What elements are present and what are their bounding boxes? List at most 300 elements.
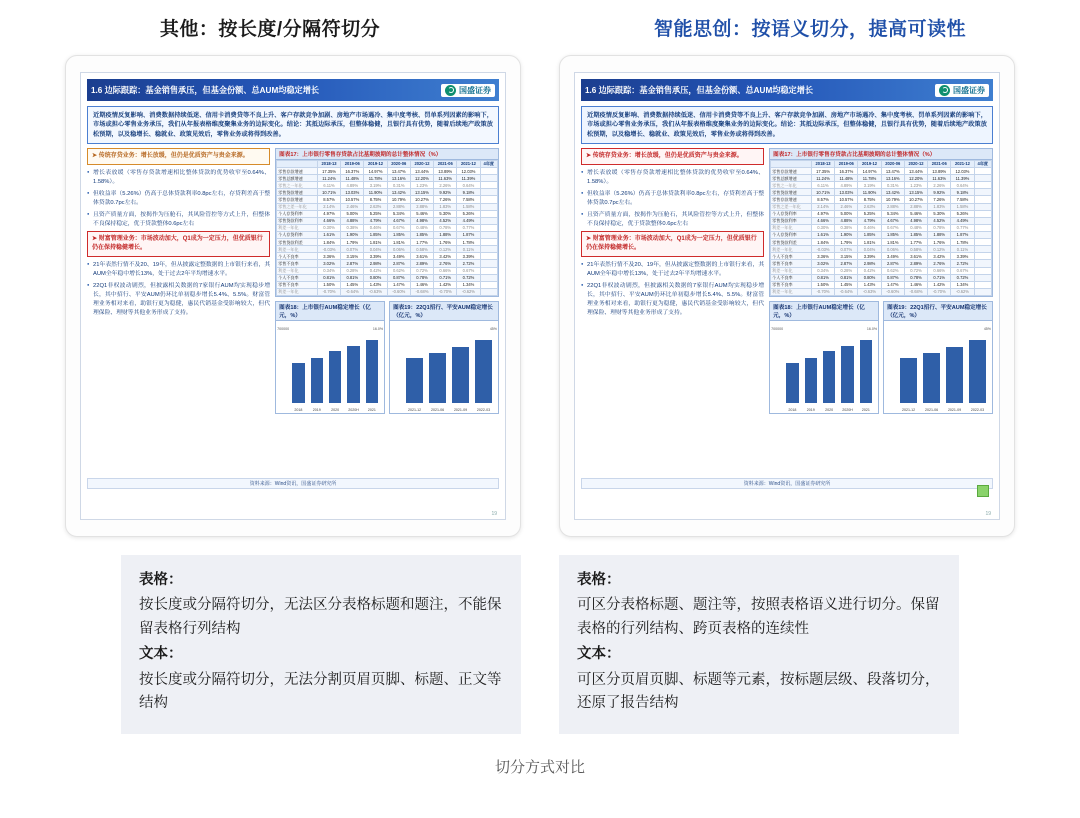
source-note: 资料来源：Wind资讯，国盛证券研究所: [87, 478, 499, 489]
axis-tick-label: 2021-06: [924, 407, 939, 412]
table-cell: 0.07%: [835, 246, 858, 253]
table-cell: 9.92%: [928, 189, 951, 196]
table-cell: 6.11%: [317, 182, 340, 189]
row-label: 零售不良率: [277, 281, 318, 288]
table-cell: 2.89%: [904, 260, 927, 267]
table-cell: [480, 210, 497, 217]
table-cell: 0.72%: [951, 274, 974, 281]
row-label: 个人存贷利率: [771, 231, 812, 238]
table-cell: [480, 253, 497, 260]
axis-tick-label: 2021-09: [947, 407, 962, 412]
table-cell: 1.84%: [811, 239, 834, 246]
table-cell: 1.85%: [410, 231, 433, 238]
table-cell: 4.98%: [410, 217, 433, 224]
table-cell: 11.63%: [434, 175, 457, 182]
table-cell: 11.63%: [928, 175, 951, 182]
list-item: ● 21年表然行情不及20、19年，但从披露定整数据的上市银行来看，其AUM全年稳中增长13%，处于过去2年平均增速水平。: [87, 261, 270, 279]
table-cell: 0.66%: [434, 267, 457, 274]
table-row: [277, 203, 498, 210]
table-cell: 2.88%: [881, 203, 904, 210]
table-cell: 3.39%: [858, 253, 881, 260]
figure-19: [883, 301, 993, 414]
table-row: [277, 210, 498, 217]
table-cell: 0.62%: [387, 267, 410, 274]
chart-bar: [786, 363, 798, 403]
table-cell: 7.26%: [434, 196, 457, 203]
table-cell: 2.63%: [858, 203, 881, 210]
table-cell: [480, 239, 497, 246]
table-cell: 13.15%: [904, 189, 927, 196]
table-cell: [974, 189, 991, 196]
figure-18-caption: 图表18：上市银行AUM稳定增长（亿元，%）: [276, 302, 384, 321]
table-cell: [974, 217, 991, 224]
table-cell: 1.77%: [410, 239, 433, 246]
table-cell: 3.61%: [904, 253, 927, 260]
table-cell: -0.68%: [904, 288, 927, 295]
right-text-text: 可区分页眉页脚、标题等元素，按标题层级、段落切分，还原了报告结构: [577, 671, 940, 712]
table-cell: 2.98%: [858, 260, 881, 267]
table-cell: 0.28%: [835, 267, 858, 274]
figure-18-ylabel: 700000: [771, 326, 784, 331]
row-label: 个人不良率: [771, 274, 812, 281]
table-cell: 1.79%: [835, 239, 858, 246]
table-cell: 1.85%: [881, 231, 904, 238]
th: 4年度: [480, 160, 497, 167]
axis-tick-label: 2022-03: [476, 407, 491, 412]
table-cell: [974, 168, 991, 175]
table-cell: 0.72%: [410, 267, 433, 274]
row-label: 零售贷款利率: [277, 217, 318, 224]
table-cell: 10.71%: [811, 189, 834, 196]
table-cell: 0.34%: [317, 267, 340, 274]
table-cell: 4.52%: [928, 217, 951, 224]
table-row: [771, 175, 992, 182]
th: [771, 160, 812, 167]
slide-cards: [0, 55, 1080, 537]
table-cell: [974, 203, 991, 210]
table-cell: 0.06%: [881, 246, 904, 253]
slide-title-bar: [581, 79, 993, 101]
table-cell: 2.87%: [387, 260, 410, 267]
table-cell: -0.70%: [811, 288, 834, 295]
list-item: ● 增长表放缓（零售存贷款增速相比整体贷款的优势收窄至0.64%、1.58%）。: [581, 169, 764, 187]
row-label: 利差一年化: [277, 246, 318, 253]
table-cell: 3.42%: [434, 253, 457, 260]
table-cell: 16.37%: [835, 168, 858, 175]
right-table-text: 可区分表格标题、题注等，按照表格语义进行切分。保留表格的行列结构、跨页表格的连续性: [577, 597, 940, 637]
table-cell: [480, 260, 497, 267]
brand-logo: [935, 84, 989, 97]
figures-column: [275, 148, 499, 476]
table-cell: 3.42%: [928, 253, 951, 260]
table-header-row: [771, 160, 992, 167]
table-cell: 2.26%: [928, 182, 951, 189]
table-cell: 0.77%: [951, 224, 974, 231]
table-cell: 10.79%: [881, 196, 904, 203]
table-row: [771, 189, 992, 196]
table-cell: 4.97%: [811, 210, 834, 217]
table-cell: 8.75%: [858, 196, 881, 203]
table-cell: 1.83%: [928, 203, 951, 210]
table-row: [771, 253, 992, 260]
th: 2018-13: [811, 160, 834, 167]
chart-bar: [292, 363, 304, 403]
table-cell: 3.39%: [457, 253, 480, 260]
table-cell: 10.57%: [835, 196, 858, 203]
table-cell: 0.58%: [904, 246, 927, 253]
row-label: 利差一年化: [277, 267, 318, 274]
table-cell: 4.88%: [835, 217, 858, 224]
table-row: [277, 224, 498, 231]
row-label: 利差一年化: [277, 224, 318, 231]
table-cell: 0.04%: [364, 246, 387, 253]
row-label: 零售不良率: [771, 260, 812, 267]
table-cell: 1.85%: [904, 231, 927, 238]
chart-bar: [429, 353, 446, 403]
table-cell: [480, 217, 497, 224]
row-label: 个人不良率: [771, 253, 812, 260]
table-cell: 4.49%: [951, 217, 974, 224]
table-cell: 0.66%: [928, 267, 951, 274]
table-row: [277, 260, 498, 267]
table-cell: 12.20%: [410, 175, 433, 182]
table-cell: 1.77%: [904, 239, 927, 246]
table-cell: 2.89%: [410, 260, 433, 267]
table-row: [277, 189, 498, 196]
row-label: 零售存款增速: [277, 168, 318, 175]
table-cell: 8.75%: [364, 196, 387, 203]
table-cell: [480, 182, 497, 189]
table-row: [277, 217, 498, 224]
figure-18-ylabel-right: 16.0%: [372, 326, 384, 331]
table-cell: 0.81%: [835, 274, 858, 281]
axis-tick-label: 2018: [788, 407, 797, 412]
table-cell: 0.80%: [858, 274, 881, 281]
table-cell: 4.66%: [811, 217, 834, 224]
figure-19-axis: [406, 408, 492, 412]
table-cell: 2.88%: [387, 203, 410, 210]
table-cell: 4.79%: [858, 217, 881, 224]
table-cell: 13.03%: [341, 189, 364, 196]
table-cell: 0.38%: [341, 224, 364, 231]
table-cell: 3.19%: [858, 182, 881, 189]
figure-19-ylabel-right: 45%: [983, 326, 992, 331]
table-cell: 0.72%: [457, 274, 480, 281]
table-cell: 13.15%: [410, 189, 433, 196]
table-cell: [480, 267, 497, 274]
brand-name: 国盛证券: [459, 85, 491, 95]
table-cell: [974, 210, 991, 217]
table-cell: 0.67%: [951, 267, 974, 274]
row-label: 零售贷款利差: [277, 239, 318, 246]
table-cell: [974, 196, 991, 203]
table-cell: 3.36%: [811, 253, 834, 260]
figure-19-caption: 图表19：22Q1招行、平安AUM稳定增长（亿元，%）: [884, 302, 992, 321]
slide-title-bar: [87, 79, 499, 101]
figure-18-axis: [786, 408, 872, 412]
table-cell: 4.98%: [904, 217, 927, 224]
table-cell: 2.14%: [317, 203, 340, 210]
slide-title: 1.6 边际跟踪：基金销售承压，但基金份额、总AUM均稳定增长: [91, 85, 320, 95]
table-cell: 0.48%: [904, 224, 927, 231]
table-cell: 1.76%: [928, 239, 951, 246]
table-cell: 5.25%: [364, 210, 387, 217]
table-cell: 0.42%: [364, 267, 387, 274]
logo-circle-icon: [445, 85, 456, 96]
table-cell: -0.60%: [881, 288, 904, 295]
table-cell: 1.61%: [811, 231, 834, 238]
figure-18: [769, 301, 879, 414]
table-cell: 1.85%: [387, 231, 410, 238]
table-cell: 4.66%: [317, 217, 340, 224]
row-label: 利差一年化: [771, 246, 812, 253]
table-cell: 2.14%: [811, 203, 834, 210]
row-label: 零售不良率: [771, 281, 812, 288]
table-cell: 2.46%: [835, 203, 858, 210]
table-cell: 4.52%: [434, 217, 457, 224]
th: 2020-06: [881, 160, 904, 167]
table-cell: 4.67%: [881, 217, 904, 224]
row-label: 零售总额增速: [771, 175, 812, 182]
table-cell: [974, 274, 991, 281]
table-cell: 16.37%: [341, 168, 364, 175]
table-cell: 5.26%: [457, 210, 480, 217]
table-cell: 1.34%: [951, 281, 974, 288]
table-cell: 1.76%: [434, 239, 457, 246]
table-cell: 8.57%: [811, 196, 834, 203]
source-note: 资料来源：Wind资讯，国盛证券研究所: [581, 478, 993, 489]
brand-name: 国盛证券: [953, 85, 985, 95]
table-cell: [974, 246, 991, 253]
th: 2020-12: [410, 160, 433, 167]
table-cell: 0.81%: [811, 274, 834, 281]
table-cell: 0.38%: [835, 224, 858, 231]
list-item: ● 22Q1非权波动剧烈，但披露相关数据的7家银行AUM均实现稳步增长，其中招行、平安AUM仍环比单初稳步增长5.4%、5.5%。财富管理业务相对来看，助银行更为稳健，惠民代销基金受影响较大，但代理保险、理财等其他业务形成了支持。: [87, 282, 270, 318]
table-cell: 0.81%: [317, 274, 340, 281]
row-label: 个人存贷利率: [277, 231, 318, 238]
table-row: [771, 182, 992, 189]
table-cell: 0.77%: [457, 224, 480, 231]
table-cell: 0.78%: [434, 224, 457, 231]
right-table-label: 表格：: [577, 572, 621, 588]
figure-19-ylabel-right: 45%: [489, 326, 498, 331]
figures-column: [769, 148, 993, 476]
bullet-list-1: [581, 169, 764, 229]
table-cell: 4.97%: [317, 210, 340, 217]
table-cell: 0.72%: [904, 267, 927, 274]
table-cell: 13.89%: [928, 168, 951, 175]
list-item: ● 且资产质量方面，按揭作为压舱石，其风险管控等方式上升，但整体不良保持稳定，优于贷款整体0.6pc左右: [87, 211, 270, 229]
table-cell: -0.70%: [928, 288, 951, 295]
table-cell: 2.88%: [904, 203, 927, 210]
table-row: [771, 288, 992, 295]
table-cell: 1.58%: [951, 203, 974, 210]
table-cell: 1.43%: [364, 281, 387, 288]
heading-right: 智能思创：按语义切分，提高可读性: [653, 19, 966, 40]
axis-tick-label: 2021-09: [453, 407, 468, 412]
table-cell: 1.47%: [387, 281, 410, 288]
table-cell: 5.00%: [341, 210, 364, 217]
th: 2019-12: [858, 160, 881, 167]
slide-left: [80, 72, 506, 520]
table-cell: 2.63%: [364, 203, 387, 210]
table-cell: 5.30%: [928, 210, 951, 217]
th: 2020-12: [904, 160, 927, 167]
list-item: ● 增长表放缓（零售存贷款增速相比整体贷款的优势收窄至0.64%、1.58%）。: [87, 169, 270, 187]
table-cell: 9.18%: [457, 189, 480, 196]
table-cell: 1.90%: [835, 231, 858, 238]
table-row: [771, 168, 992, 175]
row-label: 利差一年化: [771, 224, 812, 231]
table-row: [771, 246, 992, 253]
table-cell: -0.64%: [835, 288, 858, 295]
figure-17-table: [276, 160, 498, 296]
figure-19-bars: [406, 329, 492, 403]
slide-card-left: [65, 55, 521, 537]
axis-tick-label: 2019: [312, 407, 321, 412]
table-cell: 2.76%: [434, 260, 457, 267]
table-cell: 0.71%: [434, 274, 457, 281]
table-cell: -0.68%: [410, 288, 433, 295]
figure-17-caption: 图表17：上市银行零售存贷款占比基期披期的总计整体情况（%）: [770, 149, 992, 160]
table-cell: 0.62%: [881, 267, 904, 274]
chart-bar: [823, 351, 835, 403]
table-cell: 7.26%: [928, 196, 951, 203]
table-cell: 12.20%: [904, 175, 927, 182]
figure-19-axis: [900, 408, 986, 412]
table-cell: 11.90%: [858, 189, 881, 196]
table-cell: 1.46%: [904, 281, 927, 288]
table-cell: 1.61%: [317, 231, 340, 238]
left-text-text: 按长度或分隔符切分，无法分割页眉页脚、标题、正文等结构: [139, 671, 502, 712]
charts-row: [769, 301, 993, 414]
table-cell: 3.49%: [387, 253, 410, 260]
row-label: 零售贷款增速: [771, 189, 812, 196]
table-cell: 1.88%: [434, 231, 457, 238]
list-item: ● 21年表然行情不及20、19年，但从披露定整数据的上市银行来看，其AUM全年稳中增长13%，处于过去2年平均增速水平。: [581, 261, 764, 279]
table-cell: 1.81%: [387, 239, 410, 246]
table-cell: [974, 175, 991, 182]
table-row: [771, 267, 992, 274]
table-cell: 1.23%: [904, 182, 927, 189]
caption-panel-left: [121, 555, 521, 734]
table-cell: 2.72%: [457, 260, 480, 267]
table-row: [277, 253, 498, 260]
table-cell: [480, 288, 497, 295]
bullet-head-1: ➤ 传统存贷业务：增长放缓，但仍是优质资产与贵金来源。: [92, 152, 249, 159]
table-header-row: [277, 160, 498, 167]
table-row: [277, 168, 498, 175]
chart-bar: [923, 353, 940, 403]
table-cell: 4.67%: [387, 217, 410, 224]
chart-bar: [475, 340, 492, 403]
table-cell: 4.79%: [364, 217, 387, 224]
th: 2019-06: [341, 160, 364, 167]
table-cell: 0.81%: [341, 274, 364, 281]
table-cell: 4.89%: [341, 182, 364, 189]
table-cell: 13.47%: [881, 168, 904, 175]
table-cell: 3.19%: [364, 182, 387, 189]
table-row: [771, 210, 992, 217]
th: 2019-12: [364, 160, 387, 167]
table-cell: 11.48%: [341, 175, 364, 182]
table-cell: 13.03%: [835, 189, 858, 196]
charts-row: [275, 301, 499, 414]
figure-19-caption: 图表19：22Q1招行、平安AUM稳定增长（亿元，%）: [390, 302, 498, 321]
table-cell: 0.31%: [387, 182, 410, 189]
row-label: 个人存贷利率: [771, 210, 812, 217]
table-row: [771, 281, 992, 288]
table-cell: 1.43%: [858, 281, 881, 288]
logo-circle-icon: [939, 85, 950, 96]
table-cell: 1.58%: [457, 203, 480, 210]
th: [277, 160, 318, 167]
th: 2019-06: [835, 160, 858, 167]
table-cell: [480, 196, 497, 203]
bullets-column: [581, 148, 764, 476]
table-cell: 0.71%: [928, 274, 951, 281]
table-cell: 12.03%: [951, 168, 974, 175]
brand-logo: [441, 84, 495, 97]
left-text-label: 文本：: [139, 646, 183, 663]
table-cell: 3.49%: [881, 253, 904, 260]
figure-17: [769, 148, 993, 297]
table-cell: -0.70%: [317, 288, 340, 295]
table-cell: -0.63%: [364, 288, 387, 295]
table-cell: 3.15%: [835, 253, 858, 260]
table-cell: 2.87%: [835, 260, 858, 267]
figure-18-caption: 图表18：上市银行AUM稳定增长（亿元，%）: [770, 302, 878, 321]
row-label: 利差一年化: [771, 288, 812, 295]
table-cell: 0.11%: [951, 246, 974, 253]
table-cell: 4.49%: [457, 217, 480, 224]
table-cell: 1.81%: [858, 239, 881, 246]
table-cell: [480, 168, 497, 175]
table-cell: 1.34%: [457, 281, 480, 288]
table-cell: 0.87%: [881, 274, 904, 281]
axis-tick-label: 2020: [825, 407, 834, 412]
table-cell: 7.58%: [951, 196, 974, 203]
table-cell: 0.28%: [341, 267, 364, 274]
table-cell: 13.44%: [410, 168, 433, 175]
left-table-text: 按长度或分隔符切分，无法区分表格标题和题注，不能保留表格行列结构: [139, 597, 502, 637]
row-label: 零售存款增速: [771, 196, 812, 203]
table-cell: 1.46%: [410, 281, 433, 288]
table-cell: 3.39%: [951, 253, 974, 260]
bullet-head-2: ➤ 财富管理业务：市场波动加大，Q1成为一定压力，但优质银行仍在保持稳健增长。: [92, 236, 263, 252]
table-cell: 0.34%: [811, 267, 834, 274]
table-cell: [480, 231, 497, 238]
th: 2021-12: [457, 160, 480, 167]
bullets-column: [87, 148, 270, 476]
bullet-block-1: [87, 148, 270, 165]
figure-caption: 切分方式对比: [494, 758, 585, 776]
table-cell: 0.58%: [410, 246, 433, 253]
table-cell: -0.03%: [811, 246, 834, 253]
bullet-list-2: [87, 261, 270, 318]
table-cell: 0.67%: [387, 224, 410, 231]
table-cell: 5.00%: [835, 210, 858, 217]
table-cell: 6.11%: [811, 182, 834, 189]
axis-tick-label: 2021-06: [430, 407, 445, 412]
table-cell: 1.78%: [457, 239, 480, 246]
table-cell: 1.81%: [364, 239, 387, 246]
abstract-box: 近期疫情反复影响、消费数据持续低迷、信用卡消费贷等不良上升、客户存款竞争加剧、房地产市场遇冷、集中度考核、罚单系列因素的影响下，市场或担心零售业务承压，我们从年报表格维度聚集业务的边际变化。结论：其抵边际承压，但整体稳健，且银行具有优势，随着后续地产政策放松预期，以及稳增长、稳就业、政策见效后，零售业务或将得到改善。: [87, 106, 499, 144]
table-cell: 14.97%: [364, 168, 387, 175]
table-row: [771, 231, 992, 238]
figure-18-ylabel: 700000: [277, 326, 290, 331]
table-cell: -0.03%: [317, 246, 340, 253]
